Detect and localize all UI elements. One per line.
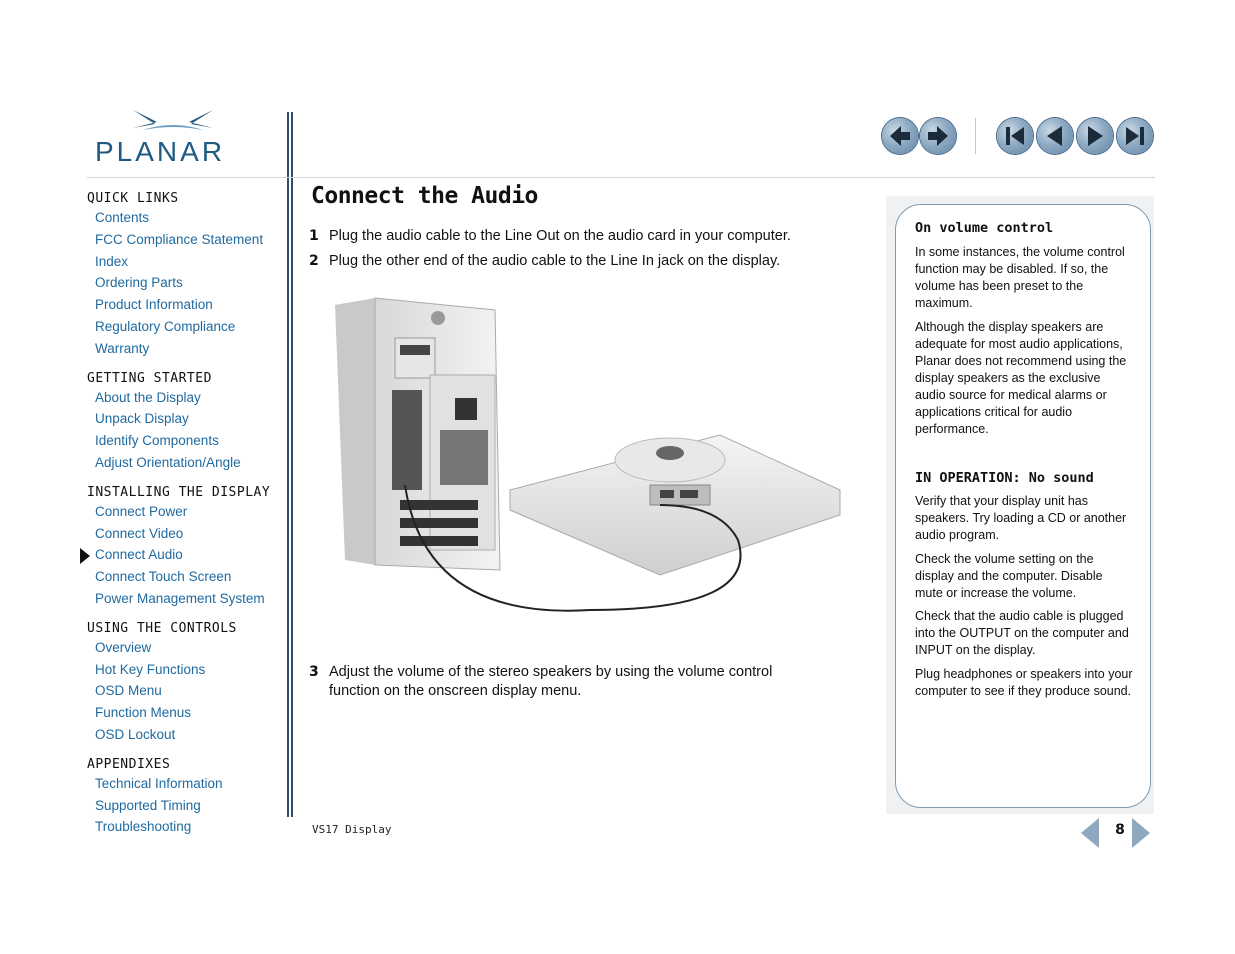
sidebar-section-title: INSTALLING THE DISPLAY — [87, 484, 271, 500]
last-page-icon — [1117, 118, 1153, 154]
sidebar-link-label: Warranty — [95, 340, 150, 356]
step-text: Adjust the volume of the stereo speakers by using the volume control function on the onscreen display menu. — [329, 664, 773, 699]
sidebar-link[interactable] — [87, 452, 287, 474]
forward-button[interactable] — [920, 118, 956, 154]
planar-logo — [95, 108, 250, 168]
forward-icon — [920, 118, 956, 154]
previous-page-arrow-icon[interactable] — [1081, 818, 1099, 848]
sidebar-link[interactable] — [87, 272, 287, 294]
current-page-marker-icon — [80, 548, 90, 564]
sidebar-link-label: Ordering Parts — [95, 275, 183, 291]
step-text: Plug the other end of the audio cable to the Line In jack on the display. — [329, 253, 781, 269]
step-number: 1 — [309, 228, 319, 244]
sidebar-link-label: Adjust Orientation/Angle — [95, 454, 241, 470]
planar-logo-mark — [95, 108, 250, 138]
sidebar-link[interactable] — [87, 251, 287, 273]
sidebar-link-label: Overview — [95, 639, 152, 655]
sidebar-link-label: Unpack Display — [95, 411, 189, 427]
back-icon — [882, 118, 918, 154]
sidebar-link[interactable] — [87, 773, 287, 795]
last-page-button[interactable] — [1117, 118, 1153, 154]
step-text: Plug the audio cable to the Line Out on the audio card in your computer. — [329, 228, 791, 244]
card-paragraph: Check that the audio cable is plugged into the OUTPUT on the computer and INPUT on the display. — [915, 609, 1129, 657]
sidebar-link[interactable] — [87, 680, 287, 702]
sidebar-link[interactable] — [87, 637, 287, 659]
sidebar-link-label: Hot Key Functions — [95, 661, 206, 677]
sidebar-link[interactable] — [87, 338, 287, 360]
footer-product-label: VS17 Display — [312, 823, 392, 836]
sidebar-section-title: APPENDIXES — [87, 756, 171, 772]
sidebar-link-label: Identify Components — [95, 433, 219, 449]
sidebar-link-label: Connect Video — [95, 525, 184, 541]
sidebar-link-label: Power Management System — [95, 590, 265, 606]
sidebar-divider-left — [287, 112, 289, 817]
sidebar-link-label: Connect Touch Screen — [95, 569, 232, 585]
next-page-icon — [1077, 118, 1113, 154]
sidebar-link[interactable] — [87, 316, 287, 338]
sidebar-section-title: GETTING STARTED — [87, 370, 212, 386]
sidebar-link[interactable] — [87, 387, 287, 409]
sidebar-link-label: OSD Menu — [95, 683, 162, 699]
card-paragraph: Check the volume setting on the display and the computer. Disable mute or increase the volume. — [915, 552, 1103, 600]
card-heading-operation: IN OPERATION: No sound — [915, 470, 1094, 486]
previous-page-button[interactable] — [1037, 118, 1073, 154]
sidebar-link[interactable] — [87, 229, 287, 251]
sidebar-link-label: Connect Audio — [95, 547, 183, 563]
sidebar-link[interactable] — [87, 566, 287, 588]
page-number: 8 — [1115, 822, 1125, 838]
header-rule — [87, 177, 1155, 178]
sidebar-link[interactable] — [87, 659, 287, 681]
toolbar-separator — [975, 118, 976, 154]
sidebar-section-title: USING THE CONTROLS — [87, 620, 237, 636]
sidebar-link[interactable] — [87, 408, 287, 430]
sidebar-section-title: QUICK LINKS — [87, 191, 179, 206]
card-heading-volume: On volume control — [915, 220, 1054, 236]
card-paragraph: In some instances, the volume control function may be disabled. If so, the volume has been preset to the maximum. — [915, 245, 1125, 310]
sidebar-link-label: Function Menus — [95, 705, 192, 721]
card-paragraph: Plug headphones or speakers into your computer to see if they produce sound. — [915, 667, 1133, 698]
step-1 — [309, 227, 829, 246]
sidebar-link-label: FCC Compliance Statement — [95, 231, 264, 247]
first-page-icon — [997, 118, 1033, 154]
sidebar-link[interactable] — [87, 523, 287, 545]
sidebar-link-label: Technical Information — [95, 775, 223, 791]
sidebar-link[interactable] — [87, 430, 287, 452]
step-number: 2 — [309, 253, 319, 269]
sidebar-link-label: Connect Power — [95, 503, 188, 519]
sidebar-link[interactable] — [87, 724, 287, 746]
next-page-button[interactable] — [1077, 118, 1113, 154]
sidebar-link-label: About the Display — [95, 389, 201, 405]
sidebar-divider-right — [291, 112, 293, 817]
sidebar-link-label: Index — [95, 253, 129, 269]
sidebar-link[interactable] — [87, 795, 287, 817]
next-page-arrow-icon[interactable] — [1132, 818, 1150, 848]
sidebar-link[interactable] — [87, 501, 287, 523]
sidebar-link-label: Contents — [95, 210, 150, 225]
sidebar-link-label: OSD Lockout — [95, 726, 176, 742]
sidebar-link[interactable] — [87, 294, 287, 316]
card-paragraph: Verify that your display unit has speakers. Try loading a CD or another audio program. — [915, 494, 1127, 542]
previous-page-icon — [1037, 118, 1073, 154]
page-title: Connect the Audio — [311, 183, 538, 209]
card-paragraph: Although the display speakers are adequate for most audio applications, Planar does not recommend using the display speakers as the exclusive audio source for medical alarms or applications critical for audio performance. — [915, 320, 1127, 436]
sidebar-link[interactable] — [87, 544, 287, 566]
sidebar-link[interactable] — [87, 207, 287, 229]
step-number: 3 — [309, 664, 319, 680]
sidebar-link[interactable] — [87, 588, 287, 610]
sidebar-link-label: Product Information — [95, 297, 213, 313]
computer-and-display-image — [330, 290, 845, 635]
sidebar-link[interactable] — [87, 816, 287, 838]
logo-wordmark: PLANAR — [95, 136, 226, 167]
sidebar-nav — [87, 190, 287, 838]
step-3 — [309, 663, 809, 701]
first-page-button[interactable] — [997, 118, 1033, 154]
sidebar-link-label: Regulatory Compliance — [95, 318, 236, 334]
back-button[interactable] — [882, 118, 918, 154]
audio-connection-illustration — [330, 290, 845, 635]
sidebar-link-label: Supported Timing — [95, 797, 201, 813]
sidebar-link[interactable] — [87, 702, 287, 724]
sidebar-link-label: Troubleshooting — [95, 819, 192, 835]
step-2 — [309, 252, 829, 271]
